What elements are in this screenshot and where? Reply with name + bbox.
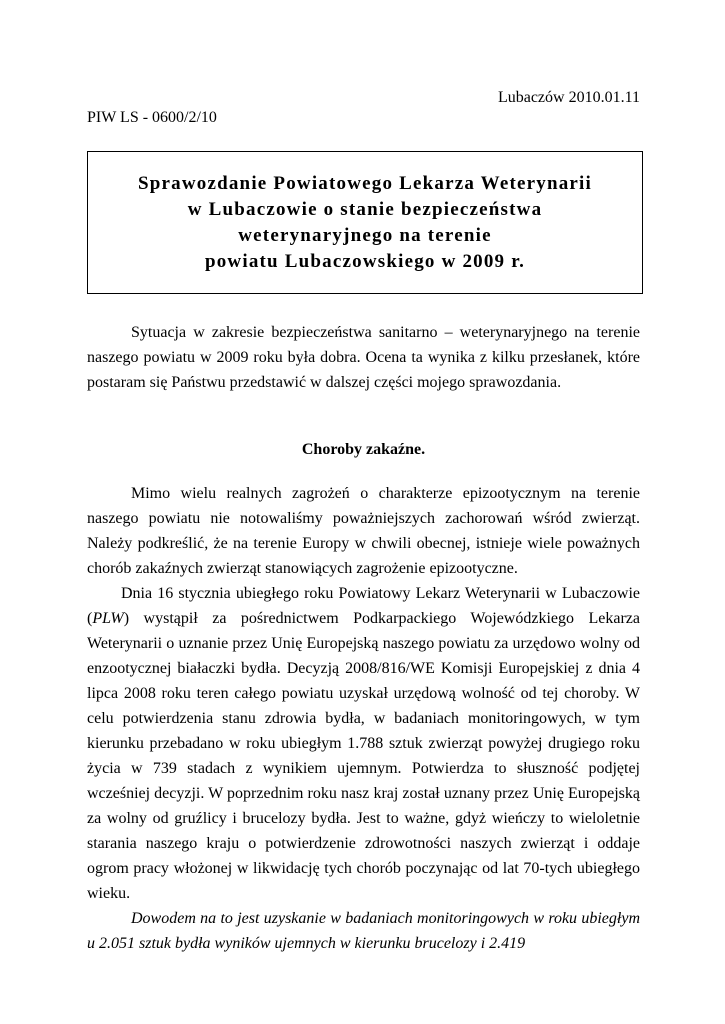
paragraph-status-text-a: Dnia 16 stycznia ubiegłego roku Powiatowy Lekarz Weterynarii w Lubaczowie ( [87, 585, 640, 627]
report-title-box [87, 151, 643, 294]
report-title-line-4: powiatu Lubaczowskiego w 2009 r. [204, 250, 526, 272]
intro-paragraph: Sytuacja w zakresie bezpieczeństwa sanitarno – weterynaryjnego na terenie naszego powiatu w 2009 roku była dobra. Ocena ta wynika z kilku przesłanek, które postaram się Państwu przedstawić w dalszej części mojego sprawozdania. [87, 324, 640, 391]
section-heading: Choroby zakaźne. [301, 441, 426, 458]
section-body [87, 481, 640, 956]
report-title-line-1: Sprawozdanie Powiatowego Lekarza Weterynarii [137, 172, 593, 194]
place-date: Lubaczów 2010.01.11 [497, 89, 640, 106]
paragraph-status-text-b: ) wystąpił za pośrednictwem Podkarpackiego Wojewódzkiego Lekarza Weterynarii o uznanie przez Unię Europejską naszego powiatu za urzędowo wolny od enzootycznej białaczki bydła. Decyzją 2008/816/WE Komisji Europejskiej z dnia 4 lipca 2008 roku teren całego powiatu uzyskał urzędową wolność od tej choroby. W celu potwierdzenia stanu zdrowia bydła, w badaniach monitoringowych, w tym kierunku przebadano w roku ubiegłym 1.788 sztuk zwierząt powyżej drugiego roku życia w 739 stadach z wynikiem ujemnym. Potwierdza to słuszność podjętej wcześniej decyzji. W poprzednim roku nasz kraj został uznany przez Unię Europejską za wolny od gruźlicy i brucelozy bydła. Jest to ważne, gdyż wieńczy to wieloletnie starania naszego kraju o potwierdzenie zdrowotności naszych zwierząt i oddaje ogrom pracy włożonej w likwidację tych chorób poczynając od lat 70-tych ubiegłego wieku. [87, 610, 640, 902]
document-reference: PIW LS - 0600/2/10 [87, 109, 217, 126]
intro-section [87, 320, 640, 395]
paragraph-threats: Mimo wielu realnych zagrożeń o charakterze epizootycznym na terenie naszego powiatu nie notowaliśmy poważniejszych zachorowań wśród zwierząt. Należy podkreślić, że na terenie Europy w chwili obecnej, istnieje wiele poważnych chorób zakaźnych zwierząt stanowiących zagrożenie epizootyczne. [87, 485, 640, 577]
plw-abbreviation: PLW [92, 610, 124, 627]
report-title-line-3: weterynaryjnego na terenie [238, 224, 492, 246]
paragraph-evidence: Dowodem na to jest uzyskanie w badaniach monitoringowych w roku ubiegłym u 2.051 sztuk bydła wyników ujemnych w kierunku brucelozy i 2.419 [87, 910, 640, 952]
report-title-line-2: w Lubaczowie o stanie bezpieczeństwa [187, 198, 543, 220]
paragraph-status [87, 581, 640, 906]
